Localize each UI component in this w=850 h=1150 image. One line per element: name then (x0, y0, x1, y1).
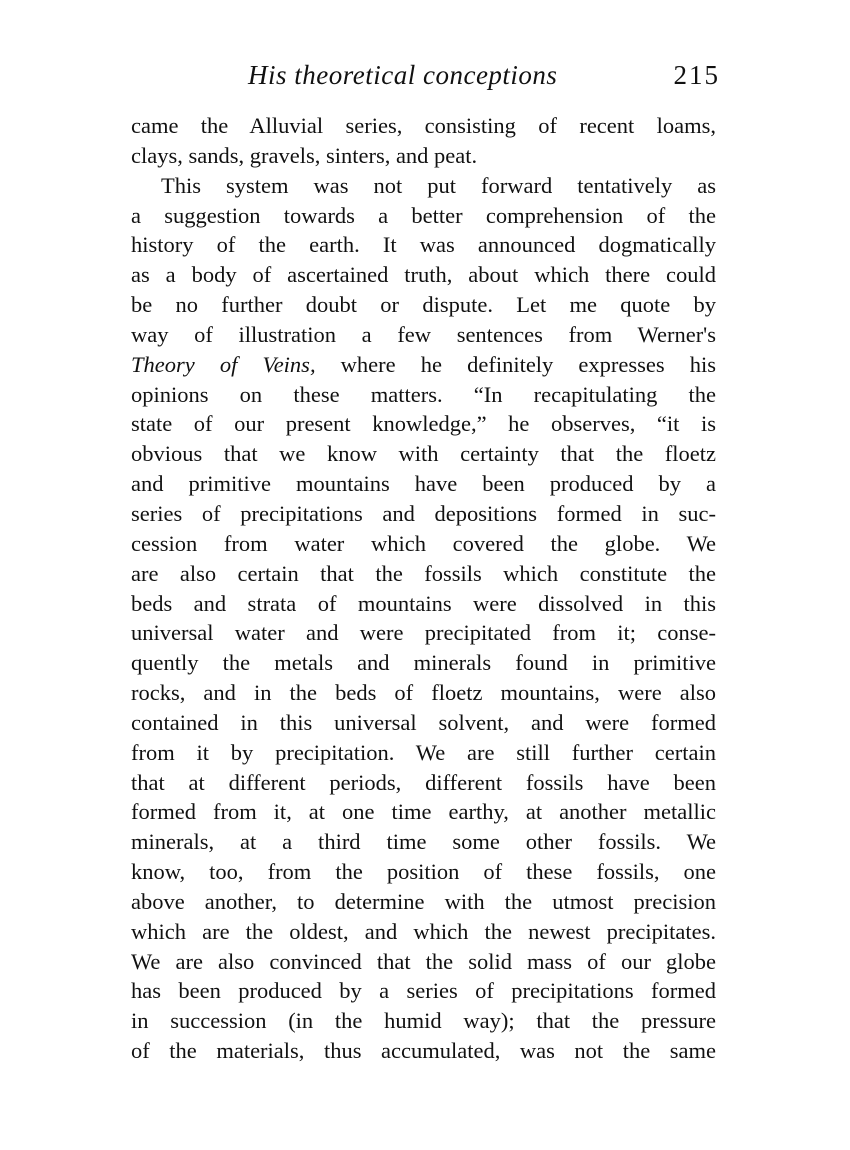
text-line-1: came the Alluvial series, consisting of recent loams, (131, 113, 716, 138)
text-line-32: of the materials, thus accumulated, was not the same (131, 1038, 716, 1064)
text-line-16: are also certain that the fossils which constitute the (131, 560, 716, 586)
text-line-18: universal water and were precipitated from it; conse- (131, 620, 716, 646)
text-line-12: obvious that we know with certainty that the floetz (131, 441, 716, 467)
text-line-30: has been produced by a series of precipitations formed (131, 978, 716, 1004)
text-line-20: rocks, and in the beds of floetz mountains, were also (131, 680, 716, 706)
text-line-15: cession from water which covered the globe. We (131, 530, 716, 556)
text-line-13: and primitive mountains have been produced by a (131, 471, 716, 497)
body-text (131, 111, 716, 1066)
text-line-14: series of precipitations and depositions formed in suc- (131, 500, 716, 526)
text-line-27: above another, to determine with the utmost precision (131, 888, 716, 914)
text-line-4: a suggestion towards a better comprehension of the (131, 202, 716, 228)
text-line-26: know, too, from the position of these fossils, one (131, 859, 716, 885)
text-line-6: as a body of ascertained truth, about which there could (131, 262, 716, 288)
running-title: His theoretical conceptions (248, 60, 558, 90)
book-title-theory-of-veins: Theory of Veins, (131, 351, 316, 377)
text-line-9 (131, 350, 716, 380)
text-line-17: beds and strata of mountains were dissolved in this (131, 590, 716, 616)
text-line-2: clays, sands, gravels, sinters, and peat. (131, 142, 478, 168)
page-number: 215 (673, 60, 720, 90)
text-line-7: be no further doubt or dispute. Let me quote by (131, 292, 716, 318)
text-line-3: This system was not put forward tentatively as (161, 172, 716, 198)
text-line-10: opinions on these matters. “In recapitulating the (131, 381, 716, 407)
text-line-28: which are the oldest, and which the newest precipitates. (131, 918, 716, 944)
text-line-5: history of the earth. It was announced dogmatically (131, 232, 716, 258)
text-line-11: state of our present knowledge,” he observes, “it is (131, 411, 716, 437)
text-line-31: in succession (in the humid way); that the pressure (131, 1008, 716, 1034)
text-line-9-rest: where he definitely expresses his (315, 351, 716, 377)
text-line-22: from it by precipitation. We are still further certain (131, 739, 716, 765)
text-line-23: that at different periods, different fossils have been (131, 769, 716, 795)
running-head (130, 60, 720, 94)
text-line-21: contained in this universal solvent, and were formed (131, 709, 716, 735)
text-line-8: way of illustration a few sentences from Werner's (131, 321, 716, 347)
text-line-19: quently the metals and minerals found in primitive (131, 650, 716, 676)
text-line-29: We are also convinced that the solid mass of our globe (131, 948, 716, 974)
text-line-25: minerals, at a third time some other fossils. We (131, 829, 716, 855)
text-line-24: formed from it, at one time earthy, at another metallic (131, 799, 716, 825)
